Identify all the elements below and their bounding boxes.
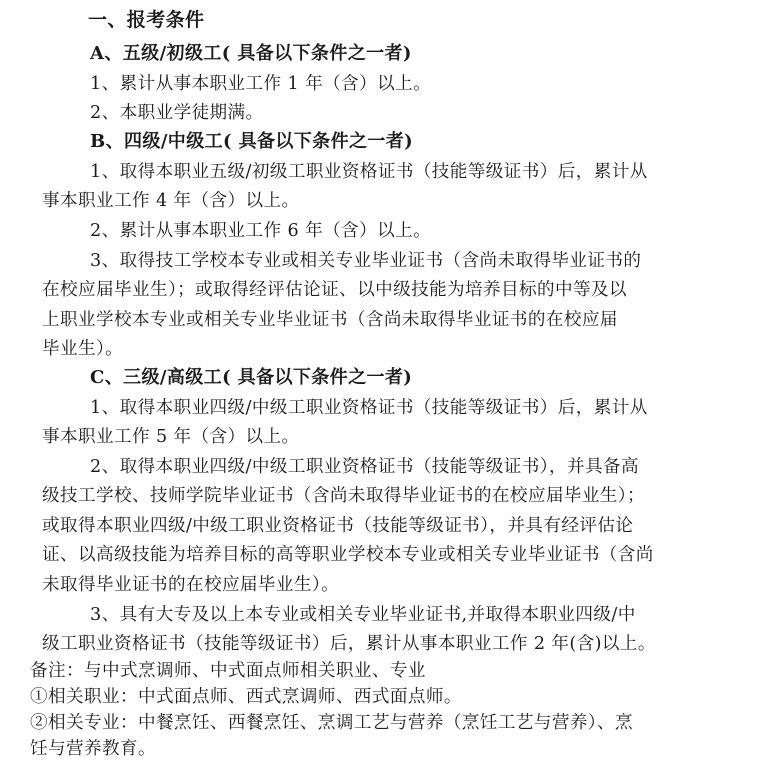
level-c-item-2-line-1: 2、取得本职业四级/中级工职业资格证书（技能等级证书），并具备高 — [90, 457, 639, 477]
level-c-item-2-line-4: 证、以高级技能为培养目标的高等职业学校本专业或相关专业毕业证书（含尚 — [42, 545, 654, 565]
level-c-item-2-line-5: 未取得毕业证书的在校应届毕业生）。 — [42, 575, 340, 595]
level-b-item-1-line-1: 1、取得本职业五级/初级工职业资格证书（技能等级证书）后，累计从 — [90, 162, 648, 182]
level-c-item-3-line-1: 3、具有大专及以上本专业或相关专业毕业证书,并取得本职业四级/中 — [90, 605, 636, 625]
level-a-heading: A、五级/初级工( 具备以下条件之一者) — [90, 43, 412, 64]
notes-line-2: ①相关职业：中式面点师、西式烹调师、西式面点师。 — [30, 687, 462, 707]
level-b-item-3-line-1: 3、取得技工学校本专业或相关专业毕业证书（含尚未取得毕业证书的 — [90, 251, 642, 271]
level-c-item-3-line-2: 级工职业资格证书（技能等级证书）后，累计从事本职业工作 2 年(含)以上。 — [42, 634, 656, 654]
level-b-heading: B、四级/中级工( 具备以下条件之一者) — [90, 131, 414, 152]
level-a-item-1: 1、累计从事本职业工作 1 年（含）以上。 — [90, 74, 432, 94]
level-c-item-1-line-1: 1、取得本职业四级/中级工职业资格证书（技能等级证书）后，累计从 — [90, 398, 648, 418]
level-c-heading: C、三级/高级工( 具备以下条件之一者) — [90, 367, 413, 388]
level-c-item-2-line-3: 或取得本职业四级/中级工职业资格证书（技能等级证书），并具有经评估论 — [42, 516, 634, 536]
level-b-item-3-line-3: 上职业学校本专业或相关专业毕业证书（含尚未取得毕业证书的在校应届 — [42, 310, 618, 330]
level-c-item-2-line-2: 级技工学校、技师学院毕业证书（含尚未取得毕业证书的在校应届毕业生）； — [42, 486, 645, 506]
level-b-item-1-line-2: 事本职业工作 4 年（含）以上。 — [42, 191, 300, 211]
level-c-item-1-line-2: 事本职业工作 5 年（含）以上。 — [42, 427, 300, 447]
notes-line-1: 备注：与中式烹调师、中式面点师相关职业、专业 — [30, 661, 426, 681]
level-a-item-2: 2、本职业学徒期满。 — [90, 103, 264, 123]
level-b-item-2: 2、累计从事本职业工作 6 年（含）以上。 — [90, 221, 432, 241]
level-b-item-3-line-2: 在校应届毕业生）；或取得经评估论证、以中级技能为培养目标的中等及以 — [42, 280, 627, 300]
cropped-top-text-fragment — [236, 0, 506, 5]
section-title: 一、报考条件 — [88, 9, 205, 31]
level-b-item-3-line-4: 毕业生）。 — [42, 339, 124, 359]
notes-line-3-part-1: ②相关专业：中餐烹饪、西餐烹饪、烹调工艺与营养（烹饪工艺与营养）、烹 — [30, 713, 633, 733]
notes-line-3-part-2: 饪与营养教育。 — [30, 739, 156, 759]
